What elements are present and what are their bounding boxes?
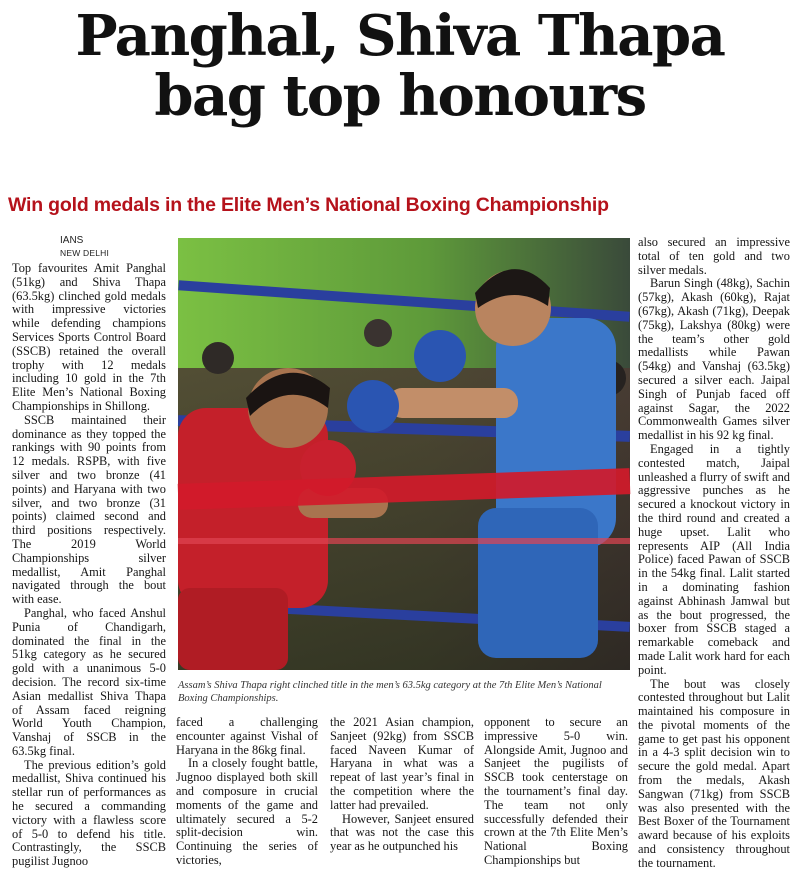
article-paragraph: faced a challenging encounter against Vishal of Haryana in the 86kg final.: [176, 715, 318, 757]
article-column-5: [638, 235, 790, 870]
subheadline: Win gold medals in the Elite Men’s National Boxing Championship: [8, 194, 609, 216]
article-column-1: [12, 261, 166, 869]
article-column-3: [330, 716, 474, 854]
article-paragraph: Panghal, who faced Anshul Punia of Chandigarh, dominated the final in the 51kg category as he secured gold with a unanimous 5-0 decision. The record six-time Asian medallist Shiva Thapa of Assam faced reigning World Youth Champion, Vanshaj of SSCB in the 63.5kg final.: [12, 605, 166, 758]
article-paragraph: The previous edition’s gold medallist, Shiva continued his stellar run of performances as he secured a commanding victory with a flawless score of 5-0 to defend his title. Contrastingly, the SSCB pugilist Jugnoo: [12, 757, 166, 869]
byline-dateline: NEW DELHI: [60, 248, 110, 258]
headline-line-1: Panghal, Shiva Thapa: [75, 3, 725, 69]
article-paragraph: the 2021 Asian champion, Sanjeet (92kg) from SSCB faced Naveen Kumar of Haryana in what was a repeat of last year’s final in the competition where the latter had prevailed.: [330, 715, 474, 812]
article-paragraph: Barun Singh (48kg), Sachin (57kg), Akash (60kg), Rajat (67kg), Akash (71kg), Deepak (75kg), Lakshya (80kg) were the team’s other gold medallists while Pawan (54kg) and Vanshaj (63.5kg) secured a silver each. Jaipal Singh of Punjab faced off against Sagar, the 2022 Commonwealth Games silver medallist in his 92 kg final.: [638, 276, 790, 443]
byline-agency: IANS: [60, 235, 84, 246]
boxing-photo: [178, 238, 630, 670]
article-paragraph: Engaged in a tightly contested match, Jaipal unleashed a flurry of swift and aggressive punches as he secured a knockout victory in the third round and created a huge upset. Lalit who represents AIP (All India Police) faced Pawan of SSCB in the 54kg final. Lalit started in a dominating fashion against Abhinash Jamwal but as the bout progressed, the boxer from SSCB staged a remarkable comeback and made Lalit work hard for each point.: [638, 441, 790, 677]
boxing-photo-illustration: [178, 238, 630, 670]
headline: [10, 3, 790, 129]
article-paragraph: The bout was closely contested throughout but Lalit maintained his composure in the pivotal moments of the game to get past his opponent in a 4-3 split decision win to secure the gold medal. Apart from the medals, Akash Sangwan (71kg) from SSCB was also presented with the Best Boxer of the Tournament award because of his exploits and consistency throughout the tournament.: [638, 676, 790, 870]
headline-line-2: bag top honours: [154, 63, 646, 129]
article-paragraph: also secured an impressive total of ten gold and two silver medals.: [638, 235, 790, 277]
photo-caption: Assam’s Shiva Thapa right clinched title in the men’s 63.5kg category at the 7th Elite Men’s National Boxing Championships.: [178, 680, 602, 704]
article-paragraph: opponent to secure an impressive 5-0 win. Alongside Amit, Jugnoo and Sanjeet the pugilists of SSCB took centerstage on the tournament’s final day. The team not only successfully defended their crown at the 7th Elite Men’s National Boxing Championships but: [484, 715, 628, 867]
byline: [60, 235, 120, 259]
article-column-4: [484, 715, 628, 867]
article-paragraph: Top favourites Amit Panghal (51kg) and Shiva Thapa (63.5kg) clinched gold medals with impressive victories while defending champions Services Sports Control Board (SSCB) retained the overall trophy with 12 medals including 10 gold in the 7th Elite Men’s National Boxing Championships in Shillong.: [12, 261, 166, 413]
article-paragraph: In a closely fought battle, Jugnoo displayed both skill and composure in crucial moments of the game and ultimately secured a 5-2 split-decision win. Continuing the series of victories,: [176, 756, 318, 867]
article-column-2: [176, 715, 318, 867]
article-paragraph: However, Sanjeet ensured that was not the case this year as he outpunched his: [330, 811, 474, 854]
article-paragraph: SSCB maintained their dominance as they topped the rankings with 90 points from 12 medals. RSPB, with five silver and two bronze (41 points) and Haryana with two silver, and two bronze (31 points) claimed second and third positions respectively. The 2019 World Championships silver medallist, Amit Panghal navigated through the bout with ease.: [12, 412, 166, 607]
